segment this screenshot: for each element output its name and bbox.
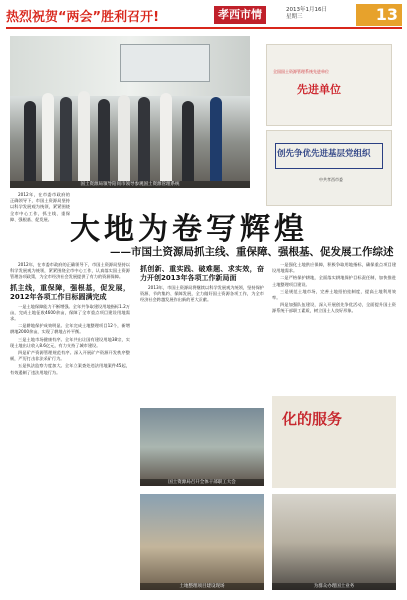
plaque-award-text-2: 创先争优先进基层党组织 (277, 149, 371, 159)
photo-person (24, 101, 36, 181)
photo-person (210, 97, 222, 181)
plaque-issuer-text-2: 中共孝西市委 (319, 177, 343, 182)
paragraph: 二是耕地保护成效明显。全年完成土地整理项目12个，新增耕地2000余亩，实现了耕地占补平衡。 (10, 323, 130, 335)
paragraph: 四是加强队伍建设，深入开展创先争优活动，全面提升国土资源系统干部职工素质，树立国土人良好形象。 (272, 302, 396, 314)
photo-display-board (120, 44, 210, 82)
photo-person (118, 95, 130, 181)
paragraph: 二是严格保护耕地，全面落实耕地保护目标责任制，加快推进土地整理项目建设。 (272, 275, 396, 287)
field-work-photo (140, 494, 264, 590)
article-headline: 大地为卷写辉煌 (70, 212, 308, 247)
article-column-3 (272, 262, 396, 390)
photo-person (160, 93, 172, 181)
paragraph: 三是土地市场健康有序。全年共出让国有建设用地38宗，实现土地出让收入8.6亿元，有力支持了城市建设。 (10, 336, 130, 348)
paragraph: 三是规范土地市场，完善土地招拍挂制度，提高土地利用效率。 (272, 288, 396, 301)
article-column-2 (140, 262, 264, 342)
paragraph: 五是执法监察力度加大。全年立案查处违法用地案件45起，有效遏制了违法用地行为。 (10, 363, 130, 375)
service-sign-text: 化的服务 (282, 410, 343, 428)
photo-person (182, 101, 194, 181)
paragraph: 一是土地保障能力不断增强。全年共争取建设用地指标1.2万亩，完成土地征收4600余亩，保障了全市重点项目建设用地需求。 (10, 303, 130, 322)
award-plaque-photo-2 (266, 130, 392, 206)
paragraph: 2013年，市国土资源局将继续以科学发展观为统领，坚持保护资源、节约集约、保障发展，全力做好国土资源各项工作，为全市经济社会跨越发展作出新的更大贡献。 (140, 285, 264, 303)
photo-person (60, 97, 72, 181)
intro-text: 2012年，在市委市政府的正确领导下，市国土资源局坚持以科学发展观为统领，紧紧围绕全市中心工作，抓主线、重保障、强根基、促发展。 (10, 192, 70, 222)
service-hall-caption: 为群众办理国土业务 (272, 583, 396, 590)
plaque-issuer-text: 全国国土资源管理系统先进单位 (273, 69, 329, 74)
main-photo-caption: 国土资源局领导陪同市领导参观国土资源管理系统 (10, 181, 250, 188)
date-line-1: 2013年1月16日 (286, 7, 327, 13)
celebration-banner-title: 热烈祝贺“两会”胜利召开! (6, 10, 160, 25)
article-subheadline: ——市国土资源局抓主线、重保障、强根基、促发展工作综述 (110, 246, 394, 258)
page-header (6, 4, 402, 26)
issue-date (286, 7, 327, 21)
intro-paragraph (10, 192, 70, 242)
section-heading-2: 抓创新、重实践、破难题、求实效，奋力开创2013年各项工作新局面 (140, 265, 264, 282)
field-work-caption: 土地整理项目建设现场 (140, 583, 264, 590)
photo-person (98, 99, 110, 181)
article-column-1 (10, 262, 130, 592)
header-rule (6, 27, 402, 29)
service-hall-photo (272, 494, 396, 590)
page-number: 13 (356, 4, 402, 26)
section-heading-1: 抓主线，重保障，强根基，促发展，2012年各项工作目标圆满完成 (10, 283, 130, 301)
paragraph: 2012年，在市委市政府的正确领导下，市国土资源局坚持以科学发展观为统领，紧紧围绕全市中心工作，认真落实国土资源管理各项政策，为全市经济社会发展提供了有力的资源保障。 (10, 262, 130, 280)
meeting-photo-caption: 国土资源局召开全体干部职工大会 (140, 479, 264, 486)
photo-person (138, 97, 150, 181)
photo-person (78, 91, 90, 181)
paragraph: 一是强化土地供应保障，积极争取用地指标，确保重点项目建设用地需求。 (272, 262, 396, 274)
meeting-photo (140, 408, 264, 486)
photo-person (42, 93, 54, 181)
plaque-award-text: 先进单位 (297, 83, 341, 96)
award-plaque-photo (266, 44, 392, 126)
service-sign-photo (272, 396, 396, 488)
main-photo (10, 36, 250, 188)
paragraph: 四是矿产资源管理规范有序。深入开展矿产资源开发秩序整顿，严厉打击非法采矿行为。 (10, 350, 130, 362)
section-tag: 孝西市情 (214, 6, 266, 24)
date-line-2: 星期三 (286, 14, 303, 20)
